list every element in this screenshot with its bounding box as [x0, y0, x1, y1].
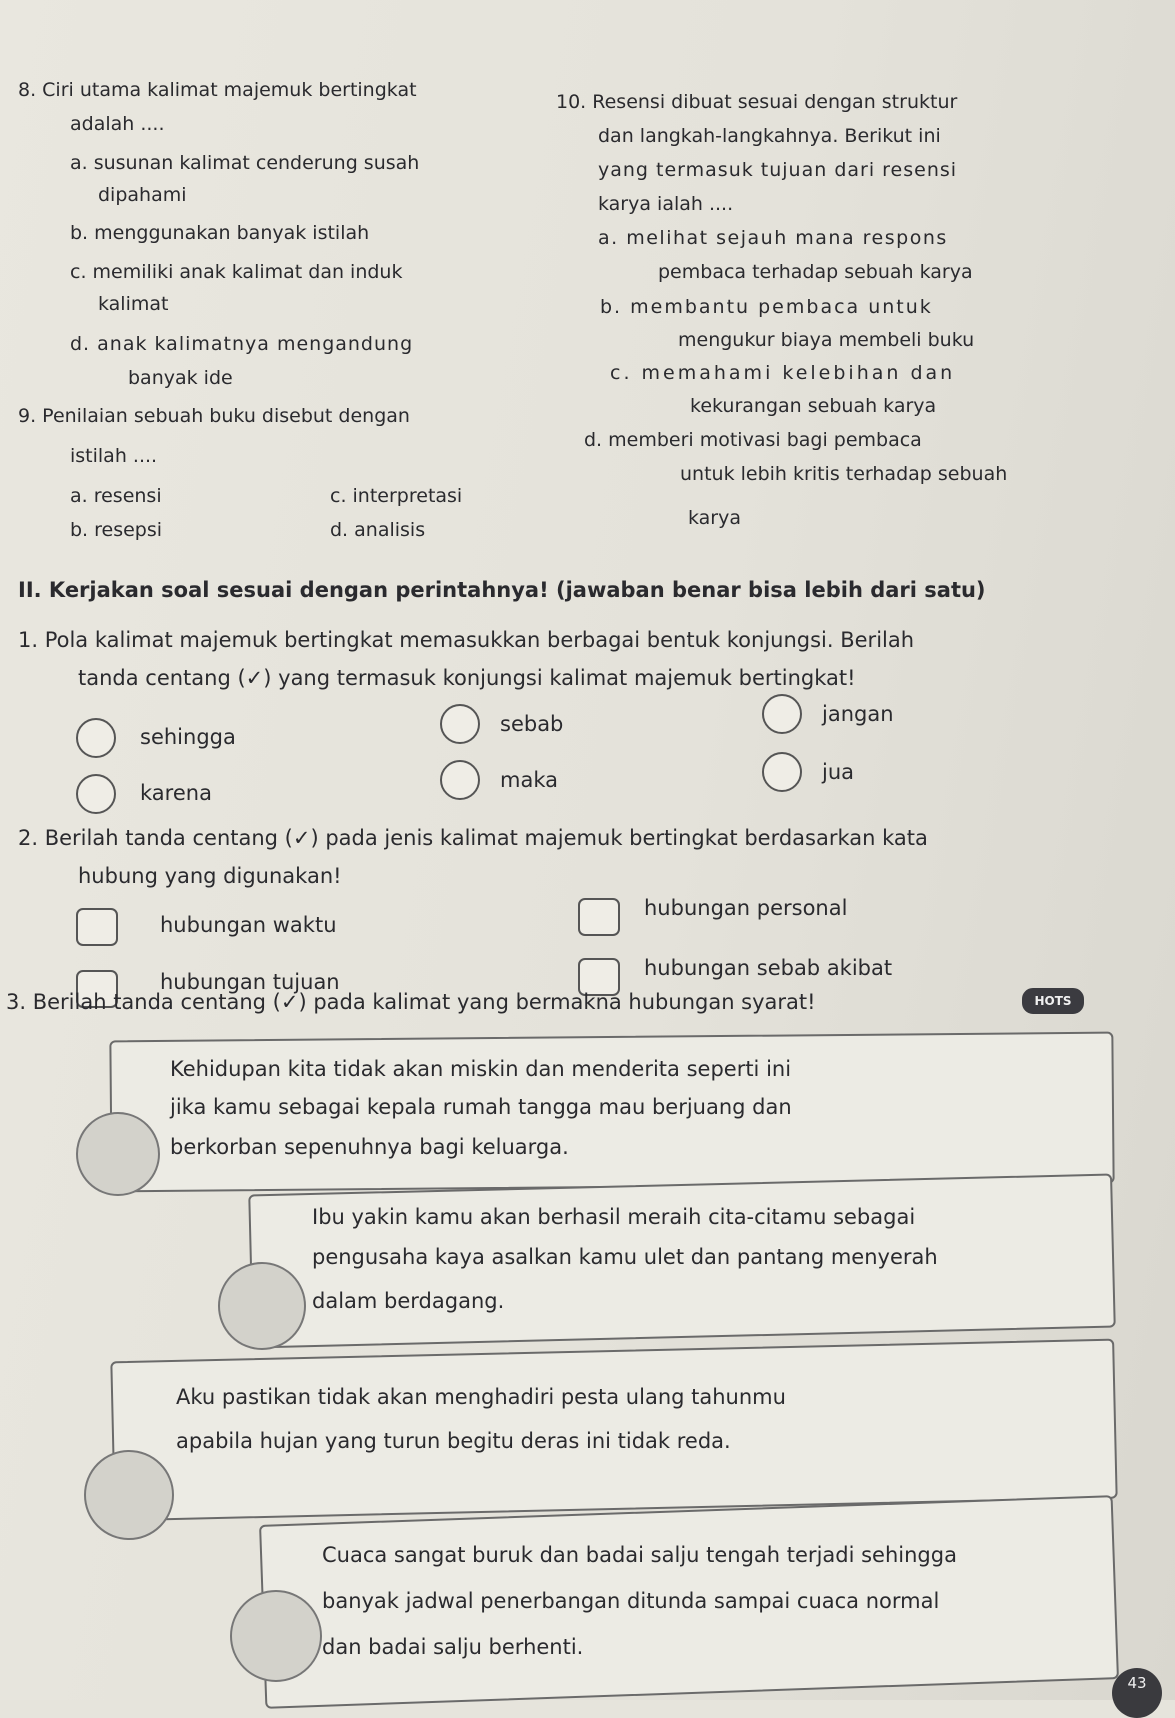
page-number: 43: [1112, 1668, 1162, 1718]
q10-question-line3: yang termasuk tujuan dari resensi: [598, 159, 958, 181]
select-circle-card-1[interactable]: [76, 1112, 160, 1196]
q10-question-line2: dan langkah-langkahnya. Berikut ini: [598, 125, 941, 147]
checkbox-karena[interactable]: [76, 774, 116, 814]
option-hubungan-personal: hubungan personal: [644, 896, 848, 920]
q10-option-b: b. membantu pembaca untuk: [600, 296, 933, 318]
checkbox-maka[interactable]: [440, 760, 480, 800]
section-2-heading: II. Kerjakan soal sesuai dengan perintahnya! (jawaban benar bisa lebih dari satu): [18, 578, 986, 602]
card-4-line1: Cuaca sangat buruk dan badai salju tengah terjadi sehingga: [322, 1543, 957, 1567]
option-maka: maka: [500, 768, 558, 792]
card-1-line2: jika kamu sebagai kepala rumah tangga mau berjuang dan: [170, 1095, 792, 1119]
checkbox-sehingga[interactable]: [76, 718, 116, 758]
q9-option-b: b. resepsi: [70, 519, 163, 541]
q9-question-line1: 9. Penilaian sebuah buku disebut dengan: [18, 405, 410, 427]
card-2-line1: Ibu yakin kamu akan berhasil meraih cita-citamu sebagai: [312, 1205, 916, 1229]
q10-question-line4: karya ialah ....: [598, 193, 734, 215]
card-4-line3: dan badai salju berhenti.: [322, 1635, 584, 1659]
card-1-line3: berkorban sepenuhnya bagi keluarga.: [170, 1135, 569, 1159]
q10-option-c: c. memahami kelebihan dan: [610, 362, 956, 384]
option-jua: jua: [822, 760, 855, 784]
select-circle-card-2[interactable]: [218, 1262, 306, 1350]
card-1-line1: Kehidupan kita tidak akan miskin dan menderita seperti ini: [170, 1057, 792, 1081]
hots-badge: HOTS: [1022, 988, 1084, 1014]
option-sehingga: sehingga: [140, 725, 236, 749]
q9-option-c: c. interpretasi: [330, 485, 463, 507]
q10-option-d-cont2: karya: [688, 507, 742, 529]
s2-q1-line2: tanda centang (✓) yang termasuk konjungsi kalimat majemuk bertingkat!: [78, 666, 856, 690]
card-3-line2: apabila hujan yang turun begitu deras ini tidak reda.: [176, 1429, 731, 1453]
q10-option-a-cont: pembaca terhadap sebuah karya: [658, 261, 973, 283]
q10-option-a: a. melihat sejauh mana respons: [598, 227, 948, 249]
q10-option-d-cont1: untuk lebih kritis terhadap sebuah: [680, 463, 1008, 485]
q8-option-c-cont: kalimat: [98, 293, 169, 315]
option-jangan: jangan: [822, 702, 894, 726]
q8-option-d: d. anak kalimatnya mengandung: [70, 333, 414, 355]
q8-option-d-cont: banyak ide: [128, 367, 233, 389]
option-hubungan-waktu: hubungan waktu: [160, 913, 337, 937]
q8-option-b: b. menggunakan banyak istilah: [70, 222, 370, 244]
q8-option-c: c. memiliki anak kalimat dan induk: [70, 261, 403, 283]
card-2-line2: pengusaha kaya asalkan kamu ulet dan pantang menyerah: [312, 1245, 938, 1269]
option-sebab: sebab: [500, 712, 564, 736]
select-circle-card-3[interactable]: [84, 1450, 174, 1540]
q8-option-a-cont: dipahami: [98, 184, 187, 206]
card-2-line3: dalam berdagang.: [312, 1289, 505, 1313]
s2-q2-line1: 2. Berilah tanda centang (✓) pada jenis kalimat majemuk bertingkat berdasarkan kata: [18, 826, 928, 850]
option-hubungan-tujuan: hubungan tujuan: [160, 970, 340, 994]
s2-q3-line1: 3. Berilah tanda centang (✓) pada kalimat yang bermakna hubungan syarat!: [6, 990, 816, 1014]
card-4-line2: banyak jadwal penerbangan ditunda sampai cuaca normal: [322, 1589, 940, 1613]
q10-option-c-cont: kekurangan sebuah karya: [690, 395, 937, 417]
q10-option-b-cont: mengukur biaya membeli buku: [678, 329, 975, 351]
option-hubungan-sebab-akibat: hubungan sebab akibat: [644, 956, 893, 980]
select-circle-card-4[interactable]: [230, 1590, 322, 1682]
q8-question-line2: adalah ....: [70, 113, 165, 135]
option-karena: karena: [140, 781, 212, 805]
q10-question-line1: 10. Resensi dibuat sesuai dengan struktur: [556, 91, 958, 113]
checkbox-sebab[interactable]: [440, 704, 480, 744]
q9-option-d: d. analisis: [330, 519, 426, 541]
checkbox-jangan[interactable]: [762, 694, 802, 734]
q9-option-a: a. resensi: [70, 485, 162, 507]
checkbox-jua[interactable]: [762, 752, 802, 792]
checkbox-hubungan-personal[interactable]: [578, 898, 620, 936]
q8-question-line1: 8. Ciri utama kalimat majemuk bertingkat: [18, 79, 417, 101]
s2-q1-line1: 1. Pola kalimat majemuk bertingkat memasukkan berbagai bentuk konjungsi. Berilah: [18, 628, 915, 652]
q10-option-d: d. memberi motivasi bagi pembaca: [584, 429, 922, 451]
checkbox-hubungan-waktu[interactable]: [76, 908, 118, 946]
s2-q2-line2: hubung yang digunakan!: [78, 864, 342, 888]
q8-option-a: a. susunan kalimat cenderung susah: [70, 152, 420, 174]
card-3-line1: Aku pastikan tidak akan menghadiri pesta ulang tahunmu: [176, 1385, 786, 1409]
q9-question-line2: istilah ....: [70, 445, 158, 467]
